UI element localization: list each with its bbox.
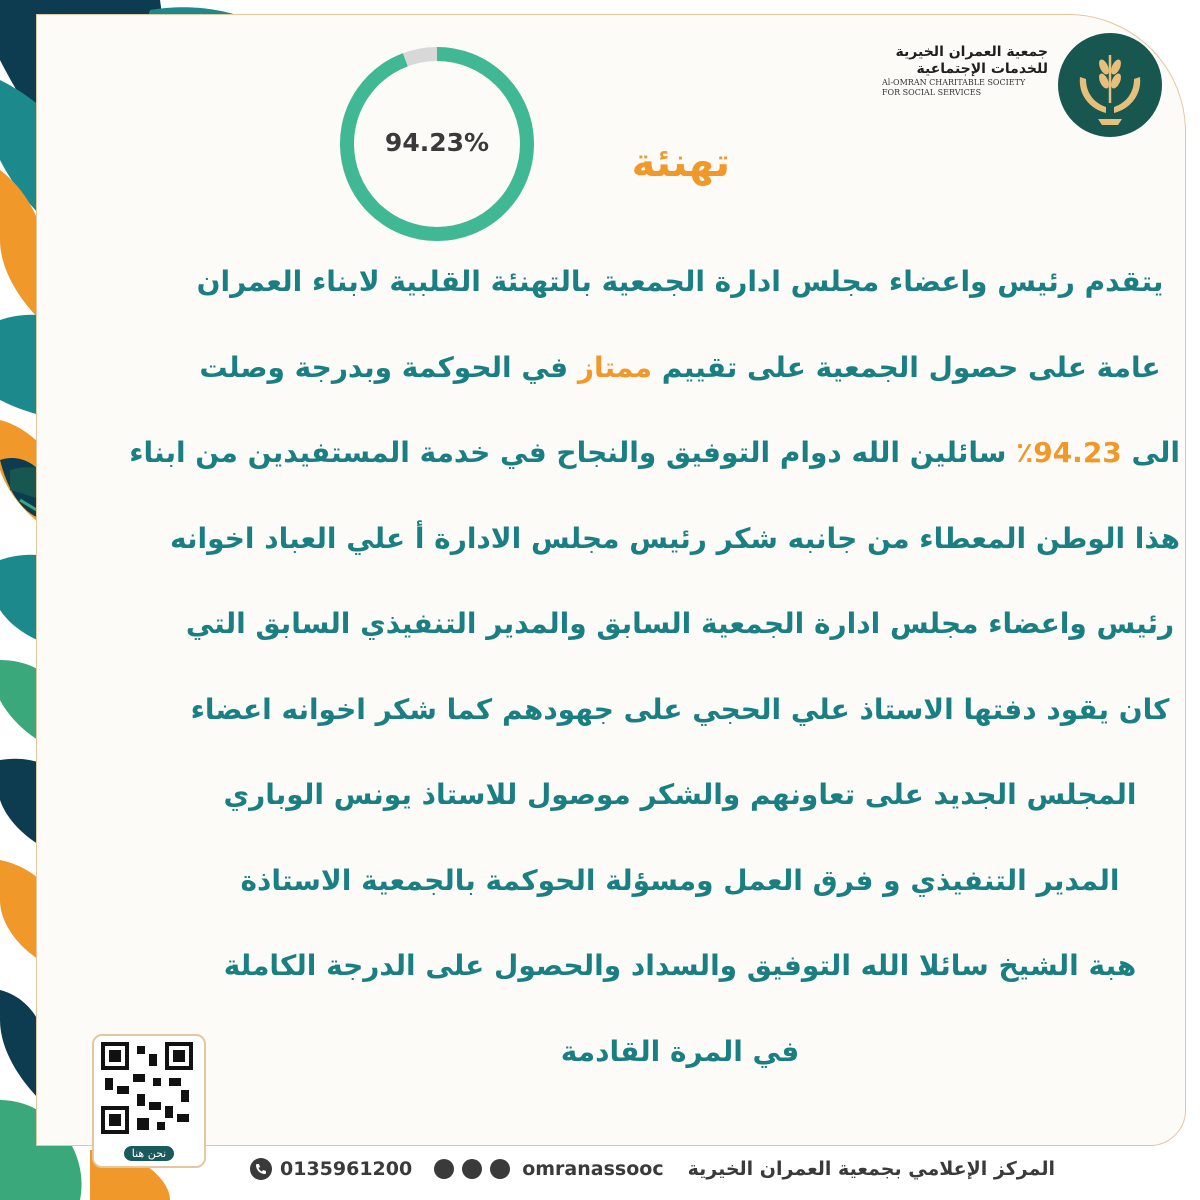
body-line-3-a: الى xyxy=(1131,436,1180,469)
org-name xyxy=(868,44,1048,98)
phone-icon xyxy=(250,1158,272,1180)
social-handle[interactable]: omranassooc xyxy=(522,1158,664,1180)
org-name-ar-2: للخدمات الإجتماعية xyxy=(916,61,1048,77)
body-line-2-b: في الحوكمة وبدرجة وصلت xyxy=(199,350,569,384)
facebook-icon[interactable] xyxy=(434,1159,454,1179)
page-title: تهنئة xyxy=(631,140,730,186)
message-body xyxy=(129,265,1180,1120)
phone-number[interactable]: 0135961200 xyxy=(280,1158,413,1180)
score-highlight: 94.23٪ xyxy=(1016,436,1122,469)
qr-code[interactable] xyxy=(92,1034,206,1168)
body-line-7: المجلس الجديد على تعاونهم والشكر موصول للاستاذ يونس الوباري xyxy=(223,778,1137,811)
qr-pattern xyxy=(101,1042,193,1134)
org-name-ar-1: جمعية العمران الخيرية xyxy=(895,44,1048,60)
body-line-4: هذا الوطن المعطاء من جانبه شكر رئيس مجلس الادارة أ علي العباد اخوانه xyxy=(170,521,1180,555)
qr-caption: نحن هنا xyxy=(94,1147,204,1160)
body-line-6: كان يقود دفتها الاستاذ علي الحجي على جهودهم كما شكر اخوانه اعضاء xyxy=(190,692,1170,726)
body-line-3 xyxy=(129,436,1180,522)
media-center-label: المركز الإعلامي بجمعية العمران الخيرية xyxy=(687,1158,1055,1180)
logo xyxy=(1058,33,1162,137)
rating-highlight: ممتاز xyxy=(577,350,652,384)
score-label: 94.23% xyxy=(384,128,490,157)
hands-wheat-icon xyxy=(1058,33,1162,137)
body-line-2-a: عامة على حصول الجمعية على تقييم xyxy=(661,350,1161,384)
body-line-3-b: سائلين الله دوام التوفيق والنجاح في خدمة المستفيدين من ابناء xyxy=(129,436,1007,469)
body-line-10: في المرة القادمة xyxy=(560,1034,800,1068)
org-name-en-2: FOR SOCIAL SERVICES xyxy=(882,88,982,97)
body-line-1: يتقدم رئيس واعضاء مجلس ادارة الجمعية بالتهنئة القلبية لابناء العمران xyxy=(196,265,1164,298)
twitter-icon[interactable] xyxy=(462,1159,482,1179)
body-line-5: رئيس واعضاء مجلس ادارة الجمعية السابق والمدير التنفيذي السابق التي xyxy=(185,607,1175,640)
body-line-9: هبة الشيخ سائلا الله التوفيق والسداد والحصول على الدرجة الكاملة xyxy=(223,949,1137,982)
org-name-en-1: Al-OMRAN CHARITABLE SOCIETY xyxy=(882,78,1026,87)
footer xyxy=(250,1153,1110,1185)
body-line-2 xyxy=(180,351,1180,437)
score-ring xyxy=(333,40,541,248)
instagram-icon[interactable] xyxy=(490,1159,510,1179)
body-line-8: المدير التنفيذي و فرق العمل ومسؤلة الحوكمة بالجمعية الاستاذة xyxy=(240,863,1120,897)
